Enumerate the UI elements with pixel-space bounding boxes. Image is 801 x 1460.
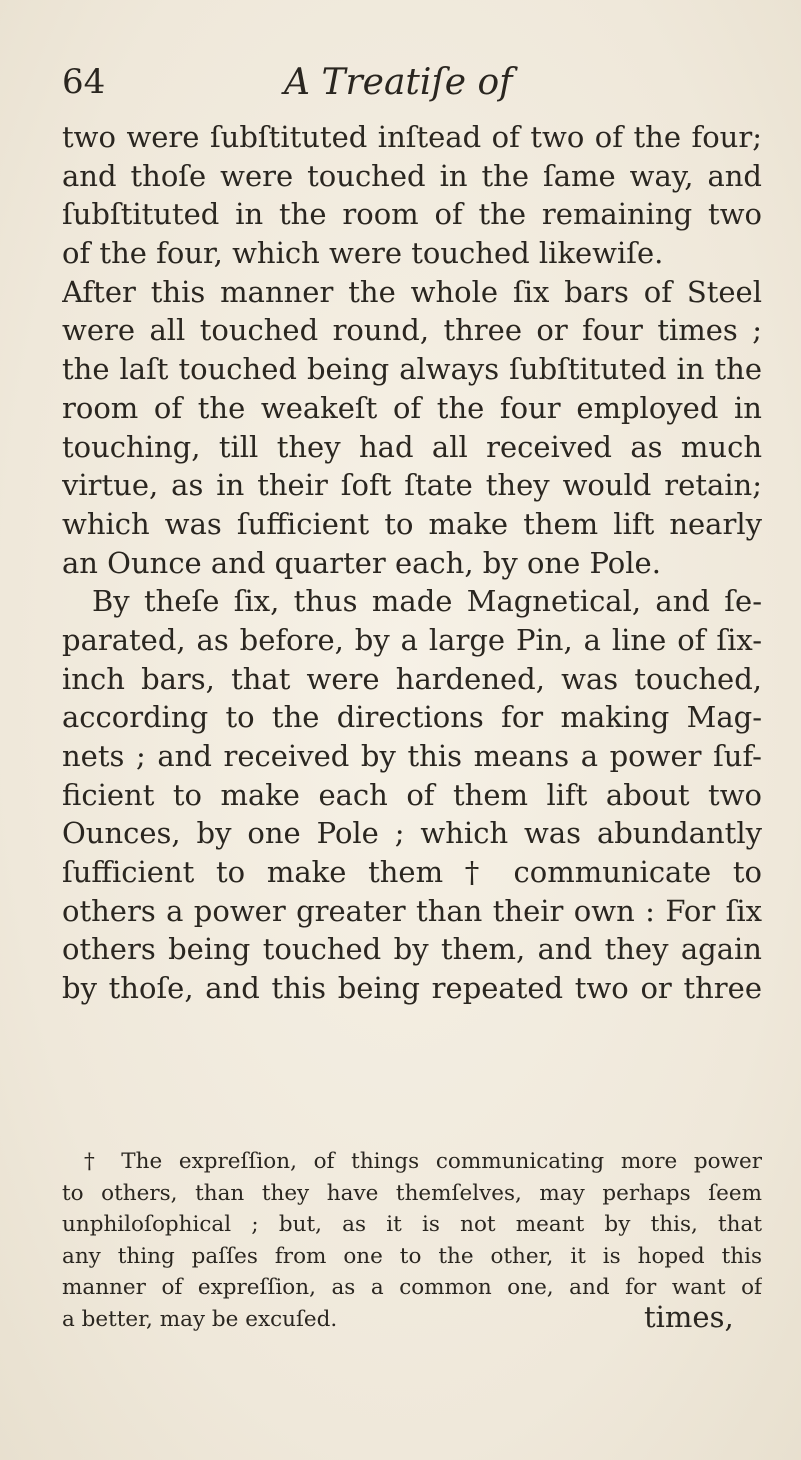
text-line: of the four, which were touched likewiſe.: [62, 236, 664, 271]
footnote-line: a better, may be excuſed.: [62, 1306, 338, 1332]
text-line: an Ounce and quarter each, by one Pole.: [62, 545, 661, 580]
text-line: the laſt touched being always ſubſtituted in the: [62, 352, 762, 387]
text-line: ſubſtituted in the room of the remaining two: [62, 197, 762, 232]
body-text: [62, 118, 762, 1008]
text-line: inch bars, that were hardened, was touched,: [62, 661, 762, 696]
footnote-line: † The expreſſion, of things communicating more power: [84, 1149, 762, 1174]
text-line: Ounces, by one Pole ; which was abundantly: [62, 816, 762, 851]
text-line: nets ; and received by this means a power ſuf-: [62, 739, 762, 773]
catchword: times,: [644, 1300, 734, 1334]
text-line: others a power greater than their own : For ſix: [62, 893, 762, 928]
text-line: according to the directions for making Mag-: [62, 700, 762, 735]
text-line: two were ſubſtituted inſtead of two of the four;: [62, 120, 762, 154]
footnote-line: to others, than they have themſelves, may perhaps ſeem: [62, 1180, 762, 1206]
page-number: 64: [62, 62, 106, 102]
text-line: After this manner the whole ſix bars of Steel: [62, 274, 762, 309]
footnote-line: manner of expreſſion, as a common one, and for want of: [62, 1275, 762, 1300]
text-line: which was ſufficient to make them lift nearly: [62, 506, 762, 541]
text-line: by thoſe, and this being repeated two or three: [62, 971, 762, 1006]
text-line: By theſe ſix, thus made Magnetical, and ſe-: [92, 584, 762, 619]
footnote-line: unphiloſophical ; but, as it is not meant by this, that: [62, 1212, 762, 1237]
text-line: parated, as before, by a large Pin, a line of ſix-: [62, 622, 762, 657]
running-title: A Treatiſe of: [284, 62, 513, 103]
text-line: others being touched by them, and they again: [62, 932, 762, 967]
text-line: and thoſe were touched in the ſame way, and: [62, 158, 762, 193]
text-line: ſufficient to make them † communicate to: [62, 855, 762, 890]
text-line: touching, till they had all received as much: [62, 429, 762, 464]
text-line: ficient to make each of them lift about two: [62, 777, 762, 812]
text-line: room of the weakeſt of the four employed in: [62, 390, 762, 425]
page-header: [62, 62, 762, 112]
footnote-line: any thing paſſes from one to the other, it is hoped this: [62, 1243, 762, 1269]
text-line: were all touched round, three or four times ;: [62, 313, 762, 348]
text-line: virtue, as in their ſoft ſtate they would retain;: [62, 468, 762, 503]
